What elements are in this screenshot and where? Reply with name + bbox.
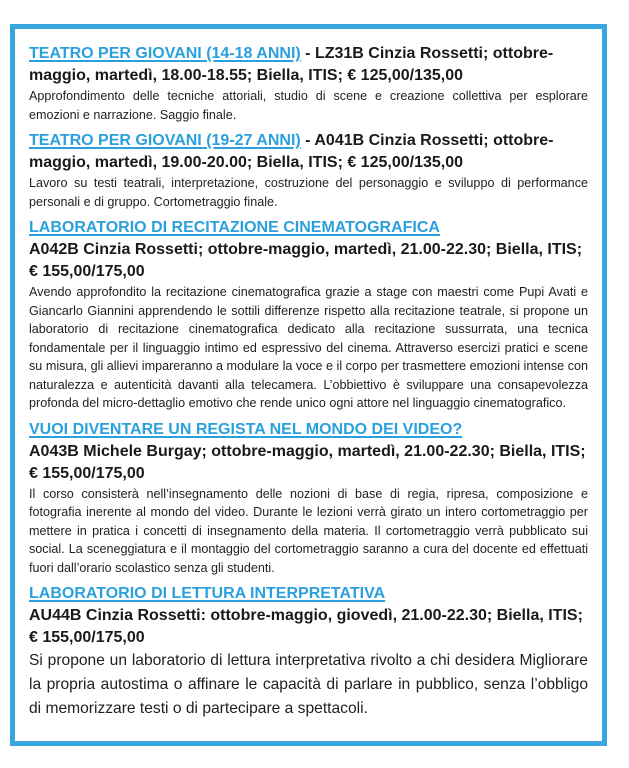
course-details: - A041B Cinzia Rossetti; ottobre-maggio, martedì, 19.00-20.00; Biella, ITIS; € 125,00/135,00 — [29, 132, 554, 171]
course-recitazione-cinematografica — [29, 217, 588, 413]
course-details: A042B Cinzia Rossetti; ottobre-maggio, martedì, 21.00-22.30; Biella, ITIS; € 155,00/175,00 — [29, 241, 583, 280]
course-teatro-14-18 — [29, 43, 588, 124]
course-description: Approfondimento delle tecniche attoriali, studio di scene e creazione collettiva per esplorare emozioni e narrazione. Saggio finale. — [29, 89, 588, 122]
course-regista-video — [29, 419, 588, 578]
course-header — [29, 130, 588, 174]
course-details: - LZ31B Cinzia Rossetti; ottobre-maggio, martedì, 18.00-18.55; Biella, ITIS; € 125,00/135,00 — [29, 45, 554, 84]
course-teatro-19-27 — [29, 130, 588, 211]
course-listing-box — [10, 24, 607, 746]
course-title: LABORATORIO DI RECITAZIONE CINEMATOGRAFICA — [29, 219, 440, 236]
course-header — [29, 43, 588, 87]
course-description: Si propone un laboratorio di lettura interpretativa rivolto a chi desidera Migliorare la propria autostima o affinare le capacità di parlare in pubblico, senza l’obbligo di memorizzare testi o di partecipare a spettacoli. — [29, 652, 588, 717]
course-description: Lavoro su testi teatrali, interpretazione, costruzione del personaggio e sviluppo di performance personali e di gruppo. Cortometraggio finale. — [29, 176, 588, 209]
course-title: TEATRO PER GIOVANI (19-27 ANNI) — [29, 132, 301, 149]
course-description: Il corso consisterà nell’insegnamento delle nozioni di base di regia, ripresa, composizione e fotografia inerente al mondo del video. Durante le lezioni verrà girato un intero cortometraggio per mettere in pratica i concetti di insegnamento della materia. Il cortometraggio verrà pubblicato sui social. La sceneggiatura e il montaggio del cortometraggio saranno a cura del docente ed effettuati fuori dall’orario scolastico senza gli studenti. — [29, 486, 588, 575]
course-details: AU44B Cinzia Rossetti: ottobre-maggio, giovedì, 21.00-22.30; Biella, ITIS; € 155,00/175,00 — [29, 607, 583, 646]
course-description: Avendo approfondito la recitazione cinematografica grazie a stage con maestri come Pupi Avati e Giancarlo Giannini apprendendo le sottili differenze rispetto alla recitazione teatrale, si propone un laboratorio di recitazione cinematografica dedicato alla recitazione sussurrata, una tecnica fondamentale per il linguaggio intimo ed espressivo del cinema. Attraverso esercizi pratici e scene su misura, gli allievi impareranno a modulare la voce e il corpo per trasmettere emozioni intense con naturalezza e autenticità davanti alla telecamera. L’obbiettivo è sviluppare una consapevolezza profonda del micro-dettaglio emotivo che rende unico ogni attore nel linguaggio cinematografico. — [29, 285, 588, 410]
course-title: VUOI DIVENTARE UN REGISTA NEL MONDO DEI VIDEO? — [29, 420, 463, 438]
course-details: A043B Michele Burgay; ottobre-maggio, martedì, 21.00-22.30; Biella, ITIS; € 155,00/175,00 — [29, 442, 586, 482]
course-title: LABORATORIO DI LETTURA INTERPRETATIVA — [29, 585, 386, 602]
course-lettura-interpretativa — [29, 583, 588, 721]
course-title: TEATRO PER GIOVANI (14-18 ANNI) — [29, 45, 301, 62]
